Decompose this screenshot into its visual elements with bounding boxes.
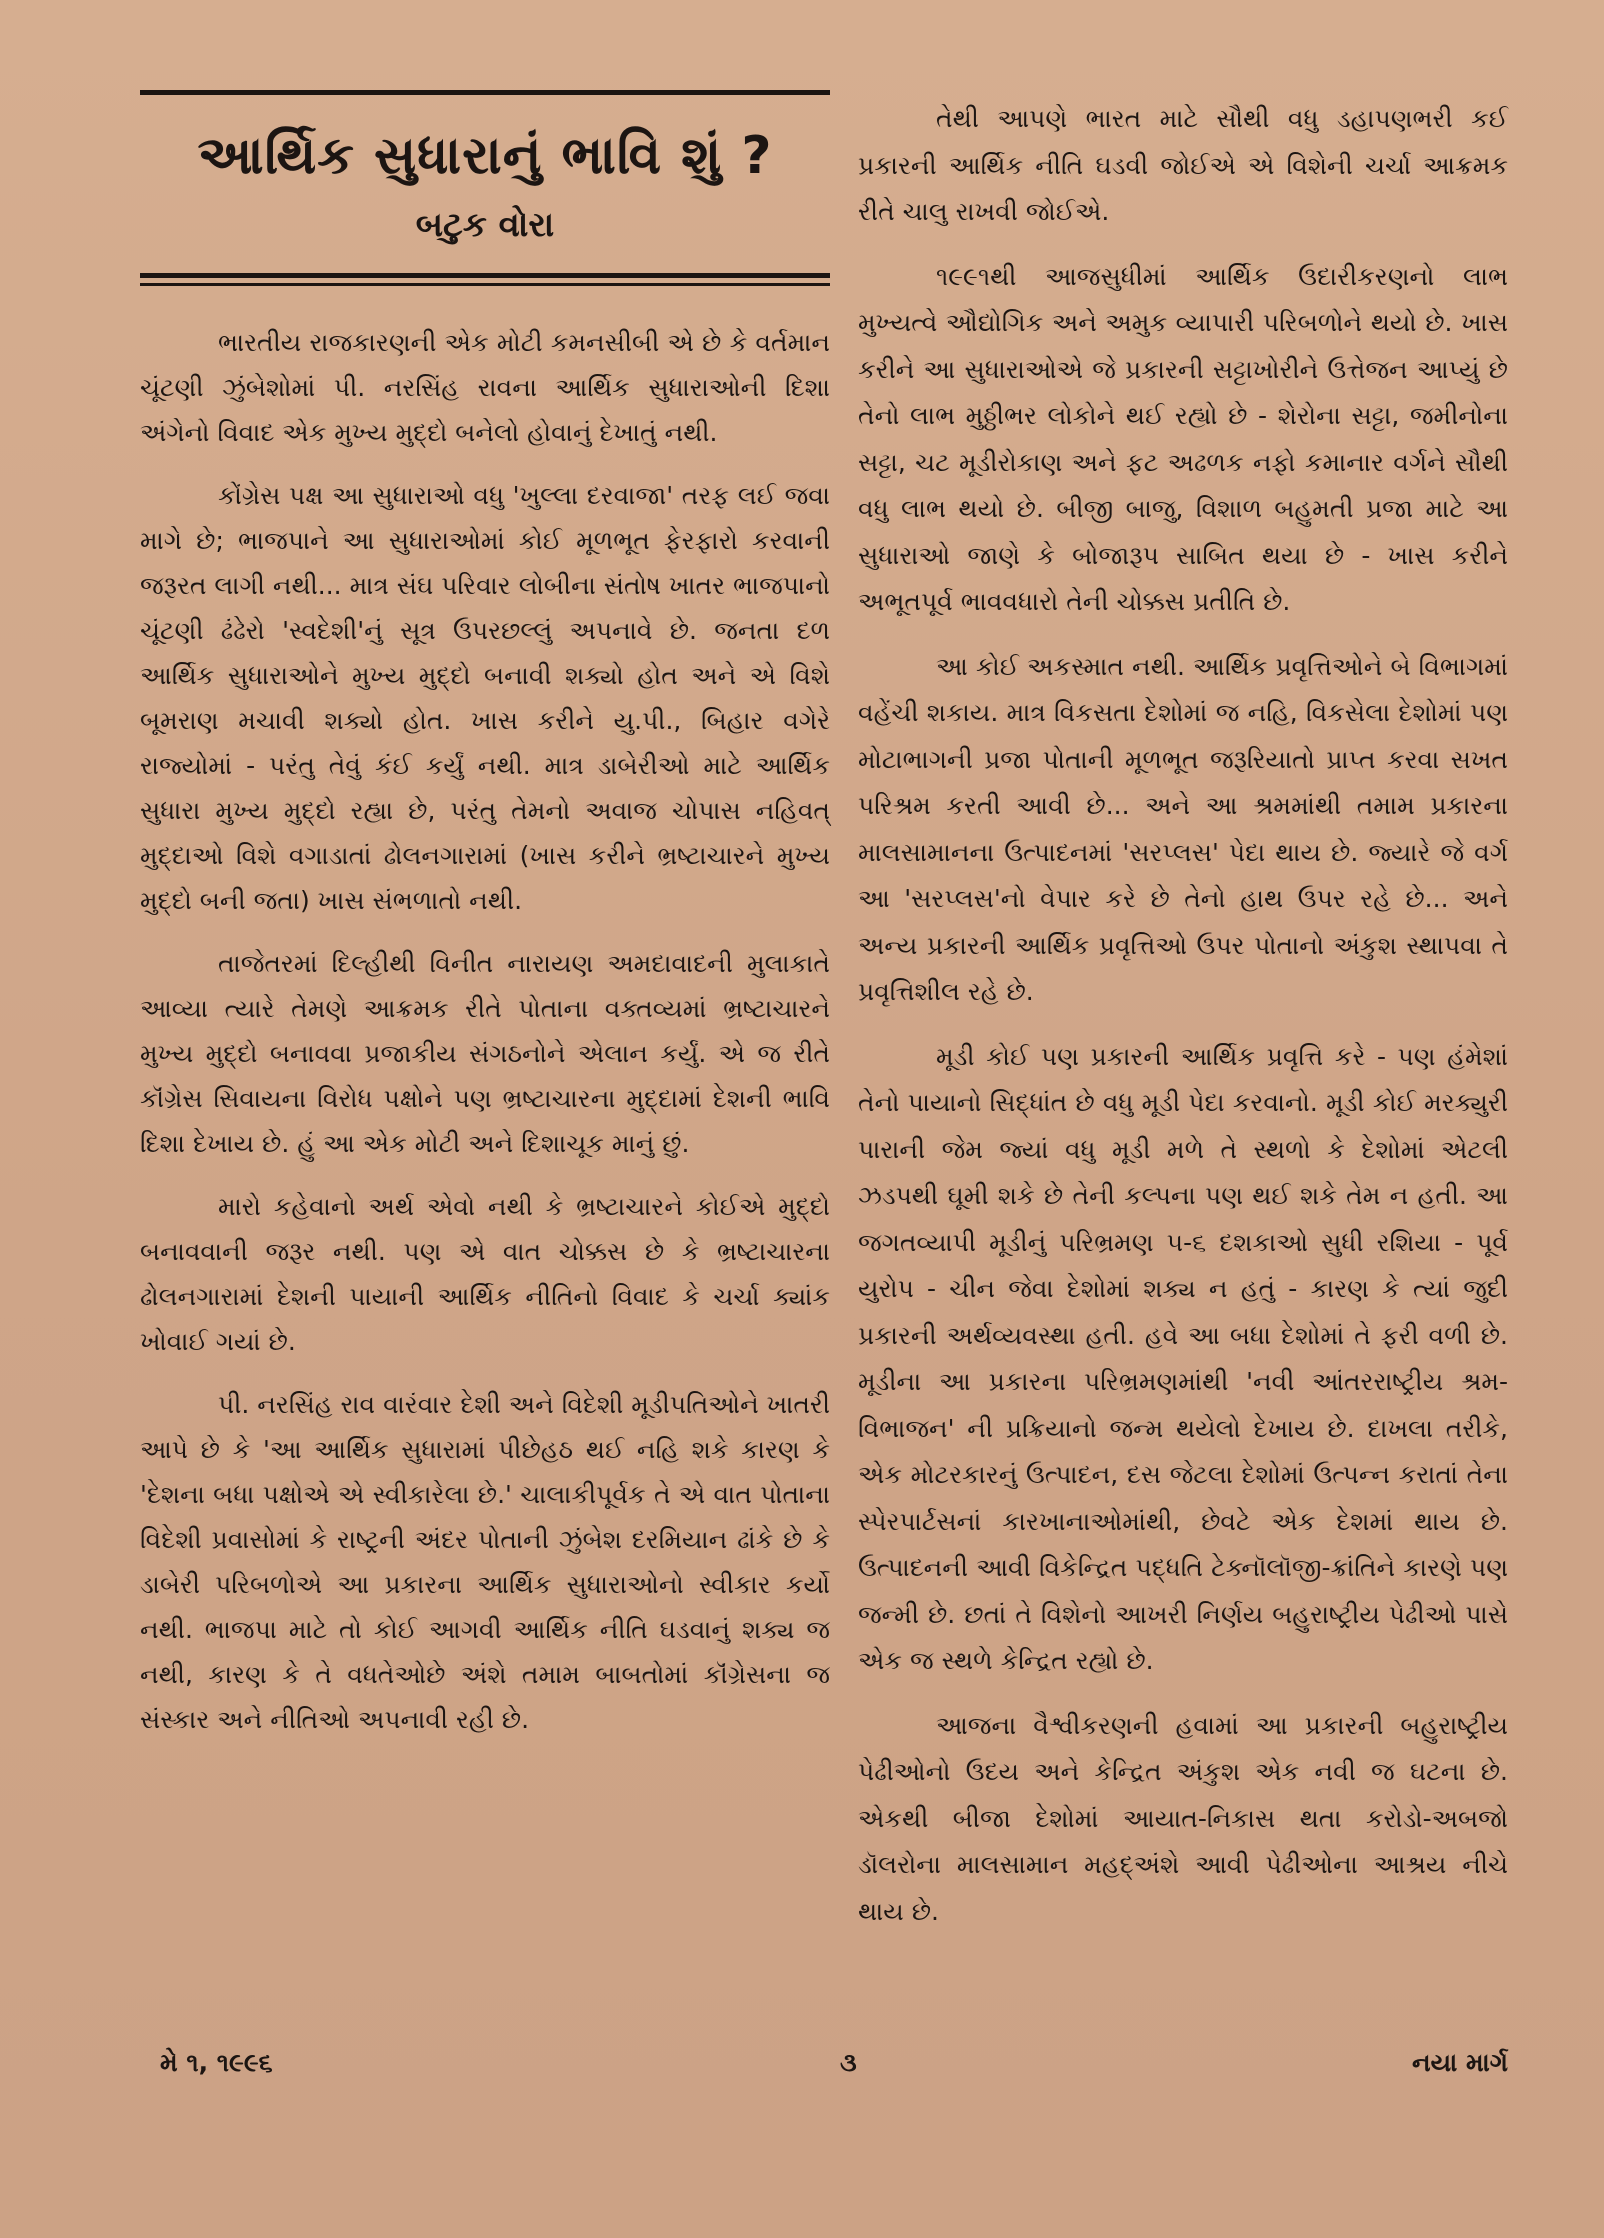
title-top-rule: [140, 90, 830, 95]
paragraph: ભારતીય રાજકારણની એક મોટી કમનસીબી એ છે કે વર્તમાન ચૂંટણી ઝુંબેશોમાં પી. નરસિંહ રાવના આર્થિક સુધારાઓની દિશા અંગેનો વિવાદ એક મુખ્ય મુદ્દો બનેલો હોવાનું દેખાતું નથી.: [140, 328, 830, 448]
double-rule-upper: [140, 273, 830, 278]
issue-date: મે ૧, ૧૯૯૬: [160, 2048, 273, 2077]
paragraph: મારો કહેવાનો અર્થ એવો નથી કે ભ્રષ્ટાચારને કોઈએ મુદ્દો બનાવવાની જરૂર નથી. પણ એ વાત ચોક્કસ છે કે ભ્રષ્ટાચારના ઢોલનગારામાં દેશની પાયાની આર્થિક નીતિનો વિવાદ કે ચર્ચા ક્યાંક ખોવાઈ ગયાં છે.: [140, 1192, 830, 1357]
right-column: [858, 96, 1508, 1953]
article-author: બટુક વોરા: [415, 205, 555, 246]
paragraph: તાજેતરમાં દિલ્હીથી વિનીત નારાયણ અમદાવાદની મુલાકાતે આવ્યા ત્યારે તેમણે આક્રમક રીતે પોતાના વક્તવ્યમાં ભ્રષ્ટાચારને મુખ્ય મુદ્દો બનાવવા પ્રજાકીય સંગઠનોને એલાન કર્યું. એ જ રીતે કૉંગ્રેસ સિવાયના વિરોધ પક્ષોને પણ ભ્રષ્ટાચારના મુદ્દામાં દેશની ભાવિ દિશા દેખાય છે. હું આ એક મોટી અને દિશાચૂક માનું છું.: [140, 949, 830, 1159]
paragraph: તેથી આપણે ભારત માટે સૌથી વધુ ડહાપણભરી કઈ પ્રકારની આર્થિક નીતિ ઘડવી જોઈએ એ વિશેની ચર્ચા આક્રમક રીતે ચાલુ રાખવી જોઈએ.: [858, 104, 1508, 226]
page-footer: [140, 2048, 1508, 2088]
paragraph: આજના વૈશ્વીકરણની હવામાં આ પ્રકારની બહુરાષ્ટ્રીય પેઢીઓનો ઉદય અને કેન્દ્રિત અંકુશ એક નવી જ ઘટના છે. એકથી બીજા દેશોમાં આયાત-નિકાસ થતા કરોડો-અબજો ડૉલરોના માલસામાન મહદ્અંશે આવી પેઢીઓના આશ્રય નીચે થાય છે.: [858, 1710, 1508, 1926]
paragraph: કોંગ્રેસ પક્ષ આ સુધારાઓ વધુ 'ખુલ્લા દરવાજા' તરફ લઈ જવા માગે છે; ભાજપાને આ સુધારાઓમાં કોઈ મૂળભૂત ફેરફારો કરવાની જરૂરત લાગી નથી... માત્ર સંઘ પરિવાર લોબીના સંતોષ ખાતર ભાજપાનો ચૂંટણી ઢંઢેરો 'સ્વદેશી'નું સૂત્ર ઉપરછલ્લું અપનાવે છે. જનતા દળ આર્થિક સુધારાઓને મુખ્ય મુદ્દો બનાવી શક્યો હોત અને એ વિશે બૂમરાણ મચાવી શક્યો હોત. ખાસ કરીને યુ.પી., બિહાર વગેરે રાજ્યોમાં - પરંતુ તેવું કંઈ કર્યું નથી. માત્ર ડાબેરીઓ માટે આર્થિક સુધારા મુખ્ય મુદ્દો રહ્યા છે, પરંતુ તેમનો અવાજ ચોપાસ નહિવત્ મુદ્દાઓ વિશે વગાડાતાં ઢોલનગારામાં (ખાસ કરીને ભ્રષ્ટાચારને મુખ્ય મુદ્દો બની જતા) ખાસ સંભળાતો નથી.: [140, 481, 830, 916]
page-number: ૩: [840, 2048, 857, 2077]
paragraph: આ કોઈ અકસ્માત નથી. આર્થિક પ્રવૃત્તિઓને બે વિભાગમાં વહેંચી શકાય. માત્ર વિકસતા દેશોમાં જ નહિ, વિકસેલા દેશોમાં પણ મોટાભાગની પ્રજા પોતાની મૂળભૂત જરૂરિયાતો પ્રાપ્ત કરવા સખત પરિશ્રમ કરતી આવી છે... અને આ શ્રમમાંથી તમામ પ્રકારના માલસામાનના ઉત્પાદનમાં 'સરપ્લસ' પેદા થાય છે. જ્યારે જે વર્ગ આ 'સરપ્લસ'નો વેપાર કરે છે તેનો હાથ ઉપર રહે છે... અને અન્ય પ્રકારની આર્થિક પ્રવૃત્તિઓ ઉપર પોતાનો અંકુશ સ્થાપવા તે પ્રવૃત્તિશીલ રહે છે.: [858, 651, 1508, 1006]
double-rule-lower: [140, 283, 830, 286]
article-title: આર્થિક સુધારાનું ભાવિ શું ?: [197, 126, 773, 186]
magazine-name: નયા માર્ગ: [1412, 2048, 1508, 2077]
paragraph: પી. નરસિંહ રાવ વારંવાર દેશી અને વિદેશી મૂડીપતિઓને ખાતરી આપે છે કે 'આ આર્થિક સુધારામાં પીછેહઠ થઈ નહિ શકે કારણ કે 'દેશના બધા પક્ષોએ એ સ્વીકારેલા છે.' ચાલાકીપૂર્વક તે એ વાત પોતાના વિદેશી પ્રવાસોમાં કે રાષ્ટ્રની અંદર પોતાની ઝુંબેશ દરમિયાન ઢાંકે છે કે ડાબેરી પરિબળોએ આ પ્રકારના આર્થિક સુધારાઓનો સ્વીકાર કર્યો નથી. ભાજપા માટે તો કોઈ આગવી આર્થિક નીતિ ઘડવાનું શક્ય જ નથી, કારણ કે તે વધતેઓછે અંશે તમામ બાબતોમાં કૉંગ્રેસના જ સંસ્કાર અને નીતિઓ અપનાવી રહી છે.: [140, 1390, 830, 1735]
paragraph: મૂડી કોઈ પણ પ્રકારની આર્થિક પ્રવૃત્તિ કરે - પણ હંમેશાં તેનો પાયાનો સિદ્ધાંત છે વધુ મૂડી પેદા કરવાનો. મૂડી કોઈ મરક્યુરી પારાની જેમ જ્યાં વધુ મૂડી મળે તે સ્થળો કે દેશોમાં એટલી ઝડપથી ઘૂમી શકે છે તેની કલ્પના પણ થઈ શકે તેમ ન હતી. આ જગતવ્યાપી મૂડીનું પરિભ્રમણ ૫-૬ દશકાઓ સુધી રશિયા - પૂર્વ યુરોપ - ચીન જેવા દેશોમાં શક્ય ન હતું - કારણ કે ત્યાં જુદી પ્રકારની અર્થવ્યવસ્થા હતી. હવે આ બધા દેશોમાં તે ફરી વળી છે. મૂડીના આ પ્રકારના પરિભ્રમણમાંથી 'નવી આંતરરાષ્ટ્રીય શ્રમ-વિભાજન' ની પ્રક્રિયાનો જન્મ થયેલો દેખાય છે. દાખલા તરીકે, એક મોટરકારનું ઉત્પાદન, દસ જેટલા દેશોમાં ઉત્પન્ન કરાતાં તેના સ્પેરપાર્ટસનાં કારખાનાઓમાંથી, છેવટે એક દેશમાં થાય છે. ઉત્પાદનની આવી વિકેન્દ્રિત પદ્ધતિ ટેક્નૉલૉજી-ક્રાંતિને કારણે પણ જન્મી છે. છતાં તે વિશેનો આખરી નિર્ણય બહુરાષ્ટ્રીય પેઢીઓ પાસે એક જ સ્થળે કેન્દ્રિત રહ્યો છે.: [858, 1041, 1508, 1675]
left-column: [140, 90, 830, 1760]
paragraph: ૧૯૯૧થી આજસુધીમાં આર્થિક ઉદારીકરણનો લાભ મુખ્યત્વે ઔદ્યોગિક અને અમુક વ્યાપારી પરિબળોને થયો છે. ખાસ કરીને આ સુધારાઓએ જે પ્રકારની સટ્ટાખોરીને ઉત્તેજન આપ્યું છે તેનો લાભ મુઠ્ઠીભર લોકોને થઈ રહ્યો છે - શેરોના સટ્ટા, જમીનોના સટ્ટા, ચટ મૂડીરોકાણ અને ફટ અઢળક નફો કમાનાર વર્ગને સૌથી વધુ લાભ થયો છે. બીજી બાજુ, વિશાળ બહુમતી પ્રજા માટે આ સુધારાઓ જાણે કે બોજારૂપ સાબિત થયા છે - ખાસ કરીને અભૂતપૂર્વ ભાવવધારો તેની ચોક્કસ પ્રતીતિ છે.: [858, 261, 1508, 616]
title-bottom-rules: [140, 273, 830, 286]
